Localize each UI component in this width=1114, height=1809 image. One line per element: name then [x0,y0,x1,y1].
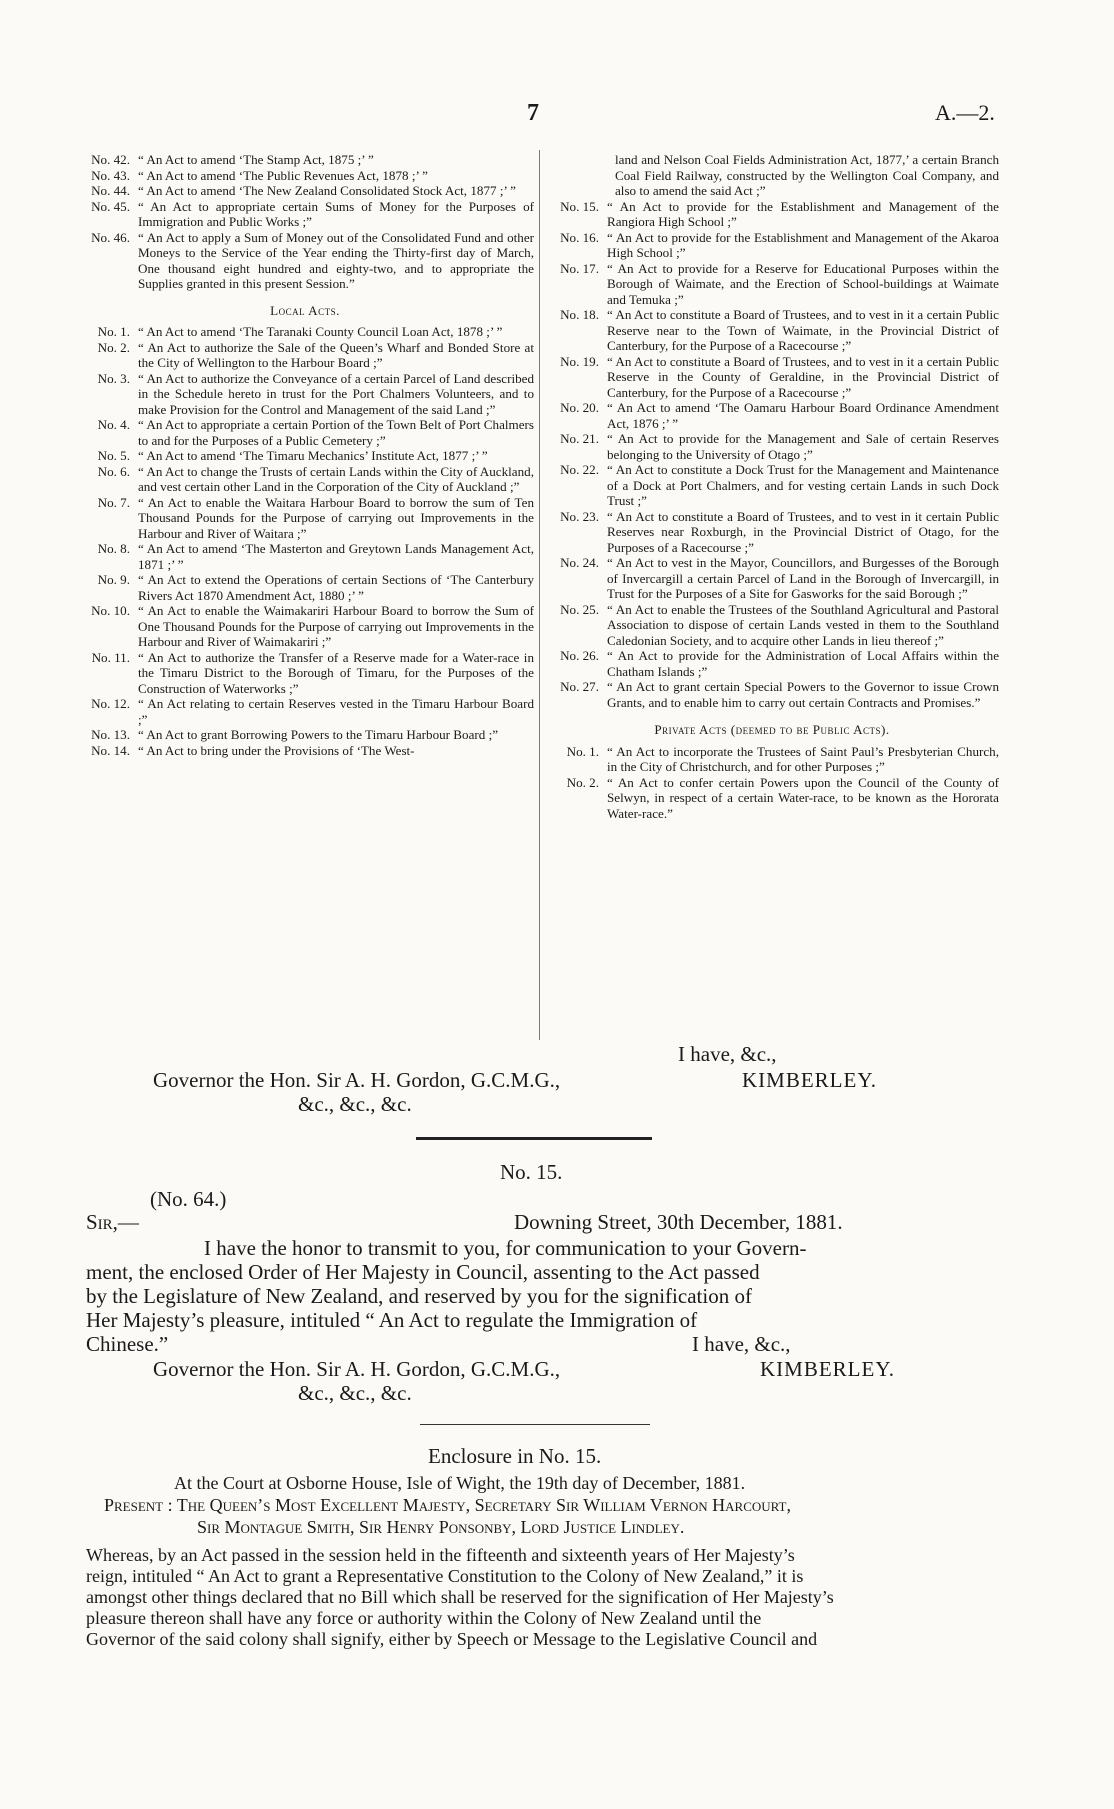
whereas-text: amongst other things declared that no Bill which shall be reserved for the signification of Her Majesty’s [86,1587,834,1607]
act-item [76,743,534,759]
act-item [76,541,534,572]
act-number: No. 3. [97,370,130,386]
act-item [545,431,999,462]
present-line: Sir Montague Smith, Sir Henry Ponsonby, Lord Justice Lindley. [197,1517,685,1537]
act-number: No. 26. [560,648,599,663]
act-number: No. 13. [91,727,130,742]
act-item [545,261,999,308]
act-continuation: land and Nelson Coal Fields Administration Act, 1877,’ a certain Branch Coal Field Railway, constructed by the Wellington Coal Company, and also to amend the said Act ;” [615,152,999,198]
act-item [76,230,534,292]
act-number: No. 9. [97,572,130,587]
act-item [76,495,534,542]
whereas-text: Whereas, by an Act passed in the session held in the fifteenth and sixteenth years of Her Majesty’s [86,1545,795,1565]
act-title: “ An Act to amend ‘The Public Revenues Act, 1878 ;’ ” [138,167,428,183]
act-title: “ An Act to authorize the Conveyance of a certain Parcel of Land described in the Schedule hereto in trust for the Port Chalmers Volunteers, and to make Provision for the Control and Management of the said Land ;” [138,370,534,417]
act-item [76,183,534,199]
act-item [545,462,999,509]
act-title: “ An Act to constitute a Board of Trustees, and to vest in it a certain Public Reserve in the County of Geraldine, in the Provincial District of Canterbury, for the Purpose of a Racecourse ;” [607,353,999,400]
act-number: No. 8. [97,541,130,556]
act-item [76,371,534,418]
sign-off: I have, &c., [692,1332,791,1356]
act-item [76,696,534,727]
whereas-line [86,1545,986,1566]
act-title: “ An Act relating to certain Reserves vested in the Timaru Harbour Board ;” [138,696,534,727]
act-title: “ An Act to enable the Waimakariri Harbour Board to borrow the Sum of One Thousand Pounds for the Purpose of carrying out Improvements in the Harbour and River of Waimakariri ;” [138,603,534,649]
letter-body-line: I have the honor to transmit to you, for communication to your Govern- [204,1236,807,1260]
whereas-text: reign, intituled “ An Act to grant a Representative Constitution to the Colony of New Zealand,” it is [86,1566,804,1586]
act-title: “ An Act to constitute a Board of Trustees, and to vest in it certain Public Reserves near Roxburgh, in the Provincial District of Otago, for the Purposes of a Racecourse ;” [607,508,999,555]
letter-body-line: Chinese.” [86,1332,169,1356]
whereas-text: pleasure thereon shall have any force or authority within the Colony of New Zealand until the [86,1608,762,1628]
act-item [76,199,534,230]
act-title: “ An Act to amend ‘The New Zealand Consolidated Stock Act, 1877 ;’ ” [138,183,516,198]
act-title: “ An Act to provide for the Establishment and Management of the Rangiora High School ;” [607,198,999,229]
act-title: “ An Act to vest in the Mayor, Councillors, and Burgesses of the Borough of Invercargill a certain Parcel of Land in the Borough of Invercargill, in Trust for the Purposes of a Site for Gasworks for the said Borough ;” [607,555,999,601]
whereas-text: Governor of the said colony shall signify, either by Speech or Message to the Legislative Council and [86,1629,818,1649]
act-title: “ An Act to authorize the Sale of the Queen’s Wharf and Bonded Store at the City of Wellington to the Harbour Board ;” [138,339,534,370]
act-item [545,602,999,649]
act-number: No. 20. [560,400,599,415]
act-title: “ An Act to extend the Operations of certain Sections of ‘The Canterbury Rivers Act 1870 Amendment Act, 1880 ;’ ” [138,572,534,603]
act-item [545,307,999,354]
act-number: No. 2. [566,774,599,790]
act-item [545,679,999,710]
addressee: Governor the Hon. Sir A. H. Gordon, G.C.M.G., [153,1068,561,1092]
act-item [76,603,534,650]
act-number: No. 5. [97,448,130,463]
act-number: No. 21. [560,431,599,446]
act-item [76,324,534,340]
act-title: “ An Act to grant Borrowing Powers to the Timaru Harbour Board ;” [138,727,499,742]
act-title: “ An Act to grant certain Special Powers to the Governor to issue Crown Grants, and to enable him to carry out certain Contracts and Promises.” [607,679,999,710]
act-number: No. 12. [91,696,130,711]
act-number: No. 22. [560,462,599,477]
act-title: “ An Act to constitute a Dock Trust for the Management and Maintenance of a Dock at Port Chalmers, and for vesting certain Lands in such Dock Trust ;” [607,462,999,508]
private-acts-list [545,744,999,822]
addressee-etc: &c., &c., &c. [298,1092,412,1116]
act-title: “ An Act to authorize the Transfer of a Reserve made for a Water-race in the Timaru District to the Borough of Timaru, for the Purposes of the Construction of Waterworks ;” [138,649,534,696]
act-number: No. 17. [560,260,599,276]
local-acts-list [76,324,534,758]
act-number: No. 6. [97,463,130,479]
act-item [76,340,534,371]
act-number: No. 16. [560,229,599,245]
act-number: No. 7. [97,494,130,510]
act-item [545,509,999,556]
letter-body-line: by the Legislature of New Zealand, and reserved by you for the signification of [86,1284,752,1308]
act-item [76,168,534,184]
letter-reference: (No. 64.) [150,1187,227,1211]
act-title: “ An Act to apply a Sum of Money out of the Consolidated Fund and other Moneys to the Service of the Year ending the Thirty-first day of March, One thousand eight hundred and eighty-two, and to appropriate the Supplies granted in this present Session.” [138,229,534,291]
act-item [76,417,534,448]
act-item [545,400,999,431]
place-date: Downing Street, 30th December, 1881. [514,1210,843,1234]
section-rule [416,1137,652,1140]
act-title: “ An Act to enable the Trustees of the Southland Agricultural and Pastoral Association to dispose of certain Lands vested in them to the Southland Caledonian Society, and to acquire other Lands in lieu thereof ;” [607,601,999,648]
private-acts-heading: Private Acts (deemed to be Public Acts). [654,722,890,737]
act-item [545,354,999,401]
act-number: No. 15. [560,198,599,214]
act-number: No. 11. [91,649,130,665]
act-number: No. 24. [560,555,599,570]
act-title: “ An Act to amend ‘The Oamaru Harbour Board Ordinance Amendment Act, 1876 ;’ ” [607,400,999,431]
general-acts-list [76,152,534,292]
act-title: “ An Act to appropriate a certain Portion of the Town Belt of Port Chalmers to and for the Purposes of a Public Cemetery ;” [138,417,534,448]
act-item [76,572,534,603]
act-title: “ An Act to enable the Waitara Harbour Board to borrow the sum of Ten Thousand Pounds for the Purpose of carrying out Improvements in the Harbour and River of Waitara ;” [138,494,534,541]
salutation: Sir,— [86,1210,139,1234]
local-acts-heading: Local Acts. [270,302,340,318]
act-number: No. 27. [560,679,599,694]
act-number: No. 4. [97,417,130,432]
column-divider [539,150,540,1040]
act-title: “ An Act to incorporate the Trustees of Saint Paul’s Presbyterian Church, in the City of Christchurch, and for other Purposes ;” [607,743,999,774]
addressee-etc: &c., &c., &c. [298,1381,412,1405]
act-item [545,744,999,775]
act-number: No. 2. [97,339,130,355]
act-title: “ An Act to confer certain Powers upon the Council of the County of Selwyn, in respect of a certain Water-race, to be known as the Hororata Water-race.” [607,774,999,821]
act-number: No. 45. [91,198,130,214]
act-number: No. 1. [97,324,130,339]
right-column [545,152,999,821]
act-item [545,648,999,679]
page-number: 7 [527,100,539,126]
act-number: No. 43. [91,167,130,183]
letter-body-line: ment, the enclosed Order of Her Majesty in Council, assenting to the Act passed [86,1260,760,1284]
act-number: No. 44. [91,183,130,198]
act-title: “ An Act to amend ‘The Stamp Act, 1875 ;’ ” [138,152,374,167]
whereas-line [86,1629,986,1650]
act-item [545,230,999,261]
act-title: “ An Act to provide for the Administration of Local Affairs within the Chatham Islands ;” [607,648,999,679]
left-column [76,152,534,758]
whereas-line [86,1566,986,1587]
series-number: A.—2. [935,100,995,125]
act-number: No. 18. [560,307,599,322]
act-number: No. 25. [560,601,599,617]
court-line: At the Court at Osborne House, Isle of Wight, the 19th day of December, 1881. [174,1473,746,1493]
act-title: “ An Act to provide for the Management and Sale of certain Reserves belonging to the University of Otago ;” [607,431,999,462]
act-number: No. 10. [91,603,130,618]
act-number: No. 23. [560,508,599,524]
act-item [76,727,534,743]
act-title: “ An Act to appropriate certain Sums of Money for the Purposes of Immigration and Public Works ;” [138,198,534,229]
act-item [545,775,999,822]
act-item [76,152,534,168]
act-number: No. 1. [566,743,599,759]
local-acts-list-continued [545,199,999,711]
addressee: Governor the Hon. Sir A. H. Gordon, G.C.M.G., [153,1357,561,1381]
act-number: No. 19. [560,353,599,369]
enclosure-heading: Enclosure in No. 15. [428,1444,602,1468]
act-item [76,448,534,464]
act-number: No. 14. [91,742,130,758]
act-title: “ An Act to amend ‘The Taranaki County Council Loan Act, 1878 ;’ ” [138,324,503,339]
letter-heading: No. 15. [500,1160,563,1184]
act-item [545,555,999,602]
act-title: “ An Act to change the Trusts of certain Lands within the City of Auckland, and vest certain other Land in the Corporation of the City of Auckland ;” [138,463,534,494]
whereas-line [86,1608,986,1629]
act-title: “ An Act to provide for the Establishment and Management of the Akaroa High School ;” [607,229,999,260]
section-rule [420,1424,650,1425]
act-number: No. 42. [91,152,130,167]
act-title: “ An Act to amend ‘The Timaru Mechanics’ Institute Act, 1877 ;’ ” [138,448,488,463]
present-line: Present : The Queen’s Most Excellent Majesty, Secretary Sir William Vernon Harcourt, [104,1495,791,1515]
act-title: “ An Act to bring under the Provisions of ‘The West- [138,742,415,758]
whereas-line [86,1587,986,1608]
act-item [76,650,534,697]
act-item [76,464,534,495]
act-title: “ An Act to provide for a Reserve for Educational Purposes within the Borough of Waimate, and the Erection of School-buildings at Waimate and Temuka ;” [607,260,999,307]
act-title: “ An Act to constitute a Board of Trustees, and to vest in it a certain Public Reserve near to the Town of Waimate, in the Provincial District of Canterbury, for the Purpose of a Racecourse ;” [607,307,999,353]
act-number: No. 46. [91,229,130,245]
sign-off: I have, &c., [678,1042,777,1066]
act-title: “ An Act to amend ‘The Masterton and Greytown Lands Management Act, 1871 ;’ ” [138,541,534,572]
signature: KIMBERLEY. [760,1357,896,1381]
letter-body-line: Her Majesty’s pleasure, intituled “ An Act to regulate the Immigration of [86,1308,698,1332]
signature: KIMBERLEY. [742,1068,878,1092]
act-item [545,199,999,230]
